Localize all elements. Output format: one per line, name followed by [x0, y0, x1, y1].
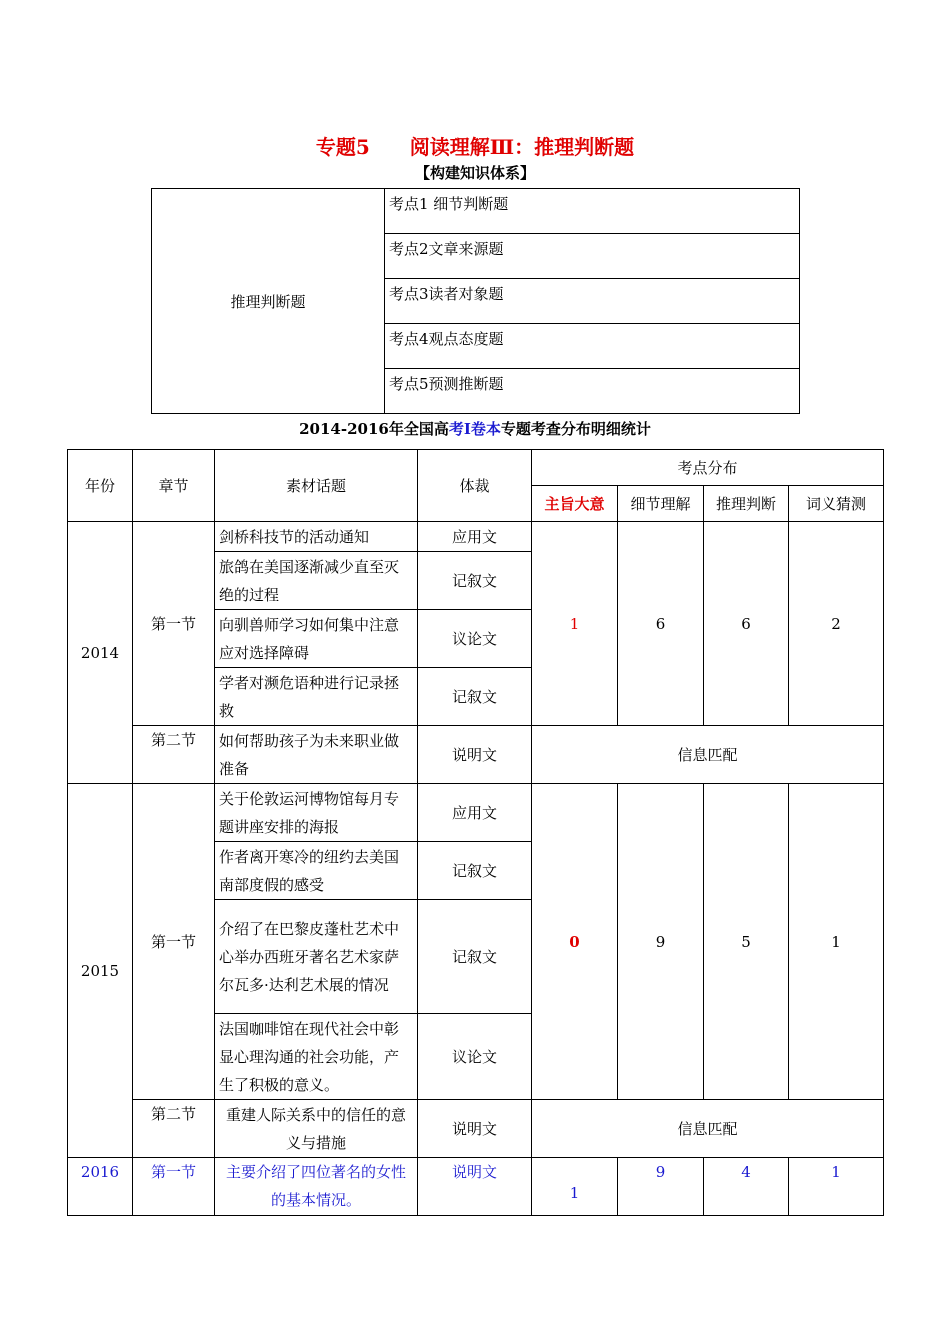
- knowledge-root: 推理判断题: [152, 189, 385, 414]
- genre-cell: 记叙文: [418, 668, 532, 726]
- header-section: 章节: [133, 450, 215, 522]
- vocab-2014: 2: [789, 522, 884, 726]
- detail-2016: 9: [618, 1158, 704, 1216]
- knowledge-item: 考点1 细节判断题: [385, 189, 800, 234]
- topic-cell: 法国咖啡馆在现代社会中彰显心理沟通的社会功能，产生了积极的意义。: [215, 1014, 418, 1100]
- genre-cell: 议论文: [418, 610, 532, 668]
- knowledge-table: [151, 188, 800, 414]
- knowledge-item: 考点5预测推断题: [385, 369, 800, 414]
- topic-cell: 关于伦敦运河博物馆每月专题讲座安排的海报: [215, 784, 418, 842]
- topic-cell: 主要介绍了四位著名的女性的基本情况。: [215, 1158, 418, 1216]
- info-match-2014: 信息匹配: [532, 726, 884, 784]
- header-vocab: 词义猜测: [789, 486, 884, 522]
- topic-cell: 向驯兽师学习如何集中注意应对选择障碍: [215, 610, 418, 668]
- year-2015: 2015: [68, 784, 133, 1158]
- main-idea-2015: 0: [532, 784, 618, 1100]
- stats-title-part1: 2014-2016年全国高: [299, 420, 449, 438]
- detail-2014: 6: [618, 522, 704, 726]
- knowledge-item: 考点3读者对象题: [385, 279, 800, 324]
- header-topic: 素材话题: [215, 450, 418, 522]
- section-subtitle: 【构建知识体系】: [414, 164, 535, 182]
- stats-table: [67, 449, 884, 1216]
- genre-cell: 应用文: [418, 522, 532, 552]
- year-2014: 2014: [68, 522, 133, 784]
- section-2014-2: 第二节: [133, 726, 215, 784]
- vocab-2015: 1: [789, 784, 884, 1100]
- stats-title-part2: 考Ⅰ卷本: [448, 420, 501, 438]
- section-2015-1: 第一节: [133, 784, 215, 1100]
- topic-cell: 剑桥科技节的活动通知: [215, 522, 418, 552]
- topic-cell: 学者对濒危语种进行记录拯救: [215, 668, 418, 726]
- knowledge-item: 考点4观点态度题: [385, 324, 800, 369]
- genre-cell: 议论文: [418, 1014, 532, 1100]
- genre-cell: 说明文: [418, 1100, 532, 1158]
- knowledge-item: 考点2文章来源题: [385, 234, 800, 279]
- topic-cell: 重建人际关系中的信任的意义与措施: [215, 1100, 418, 1158]
- header-inference: 推理判断: [704, 486, 789, 522]
- main-idea-2014: 1: [532, 522, 618, 726]
- inference-2016: 4: [704, 1158, 789, 1216]
- genre-cell: 说明文: [418, 1158, 532, 1216]
- genre-cell: 记叙文: [418, 842, 532, 900]
- inference-2014: 6: [704, 522, 789, 726]
- topic-cell: 介绍了在巴黎皮蓬杜艺术中心举办西班牙著名艺术家萨尔瓦多·达利艺术展的情况: [215, 900, 418, 1014]
- section-2016-1: 第一节: [133, 1158, 215, 1216]
- topic-cell: 作者离开寒冷的纽约去美国南部度假的感受: [215, 842, 418, 900]
- main-idea-2016: 1: [532, 1158, 618, 1216]
- genre-cell: 应用文: [418, 784, 532, 842]
- stats-title-part3: 专题考查分布明细统计: [500, 420, 651, 438]
- inference-2015: 5: [704, 784, 789, 1100]
- topic-cell: 旅鸽在美国逐渐减少直至灭绝的过程: [215, 552, 418, 610]
- genre-cell: 记叙文: [418, 552, 532, 610]
- section-2014-1: 第一节: [133, 522, 215, 726]
- genre-cell: 说明文: [418, 726, 532, 784]
- header-distribution: 考点分布: [532, 450, 884, 486]
- stats-title: [0, 418, 950, 439]
- header-main-idea: 主旨大意: [532, 486, 618, 522]
- info-match-2015: 信息匹配: [532, 1100, 884, 1158]
- topic-cell: 如何帮助孩子为未来职业做准备: [215, 726, 418, 784]
- header-year: 年份: [68, 450, 133, 522]
- vocab-2016: 1: [789, 1158, 884, 1216]
- page-title: 专题5 阅读理解Ⅲ：推理判断题: [315, 135, 635, 159]
- header-detail: 细节理解: [618, 486, 704, 522]
- header-genre: 体裁: [418, 450, 532, 522]
- year-2016: 2016: [68, 1158, 133, 1216]
- detail-2015: 9: [618, 784, 704, 1100]
- section-2015-2: 第二节: [133, 1100, 215, 1158]
- genre-cell: 记叙文: [418, 900, 532, 1014]
